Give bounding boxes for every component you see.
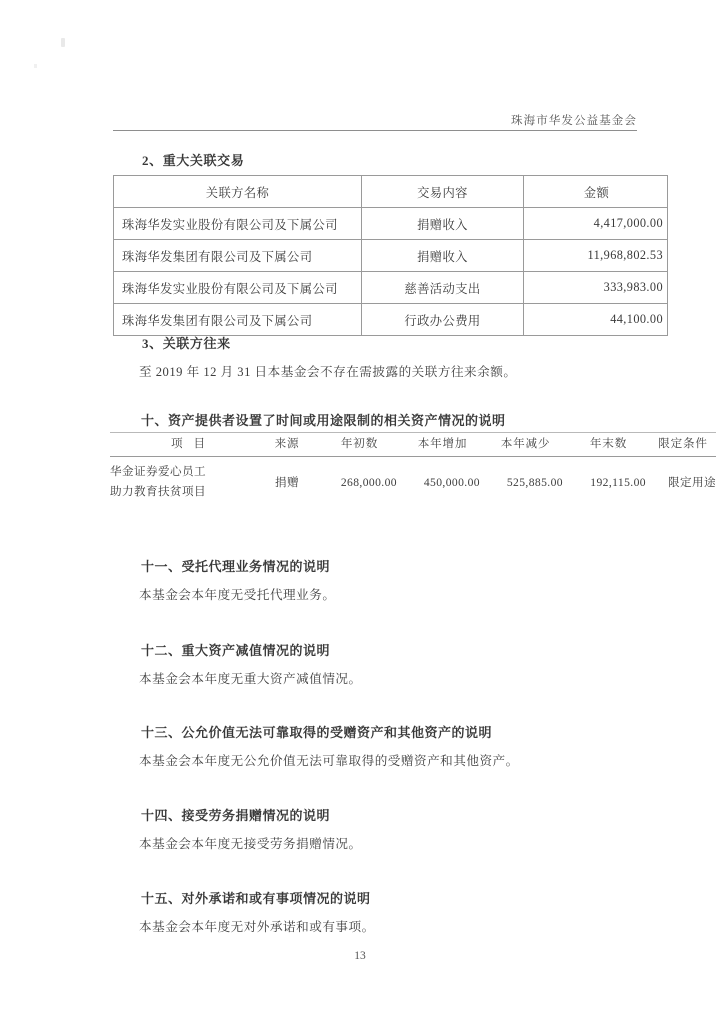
cell-amount: 44,100.00 (524, 304, 668, 336)
heading-section-ten: 十、资产提供者设置了时间或用途限制的相关资产情况的说明 (141, 413, 506, 428)
cell-party-name: 珠海华发实业股份有限公司及下属公司 (114, 272, 362, 304)
heading-section-fourteen: 十四、接受劳务捐赠情况的说明 (141, 808, 331, 823)
cell-end-balance: 192,115.00 (590, 475, 646, 489)
column-header-condition: 限定条件 (650, 433, 716, 457)
table-row (110, 457, 716, 508)
page-number: 13 (354, 950, 366, 962)
heading-section-twelve: 十二、重大资产减值情况的说明 (141, 643, 331, 658)
table-row (114, 272, 668, 304)
heading-section-thirteen: 十三、公允价值无法可靠取得的受赠资产和其他资产的说明 (141, 725, 493, 740)
column-header-item: 项 目 (110, 433, 256, 457)
cell-party-name: 珠海华发实业股份有限公司及下属公司 (114, 208, 362, 240)
scan-artifact-speck-secondary (34, 64, 37, 68)
running-header-rule (113, 130, 637, 131)
body-section-fifteen: 本基金会本年度无对外承诺和或有事项。 (139, 920, 375, 934)
cell-transaction-type: 捐赠收入 (362, 240, 524, 272)
restricted-assets-table (110, 432, 716, 508)
table-header-row (114, 176, 668, 208)
table-row (114, 304, 668, 336)
cell-transaction-type: 慈善活动支出 (362, 272, 524, 304)
cell-item-line-1: 华金证券爱心员工 (110, 465, 206, 478)
column-header-begin-balance: 年初数 (318, 433, 401, 457)
running-header: 珠海市华发公益基金会 (511, 115, 637, 127)
column-header-amount: 金额 (524, 176, 668, 208)
body-related-party-balances: 至 2019 年 12 月 31 日本基金会不存在需披露的关联方往来余额。 (139, 365, 517, 379)
body-section-twelve: 本基金会本年度无重大资产减值情况。 (139, 672, 362, 686)
cell-item-line-2: 助力教育扶贫项目 (110, 485, 206, 499)
heading-section-eleven: 十一、受托代理业务情况的说明 (141, 559, 331, 574)
cell-begin-balance: 268,000.00 (340, 475, 397, 489)
heading-related-party-transactions: 2、重大关联交易 (142, 153, 245, 168)
cell-amount: 4,417,000.00 (524, 208, 668, 240)
cell-condition: 限定用途 (668, 476, 716, 490)
heading-related-party-balances: 3、关联方往来 (142, 336, 231, 351)
cell-amount: 11,968,802.53 (524, 240, 668, 272)
column-header-increase: 本年增加 (401, 433, 484, 457)
body-section-fourteen: 本基金会本年度无接受劳务捐赠情况。 (139, 837, 362, 851)
cell-item (110, 457, 256, 508)
column-header-end-balance: 年末数 (567, 433, 650, 457)
column-header-source: 来源 (256, 433, 318, 457)
cell-transaction-type: 捐赠收入 (362, 208, 524, 240)
scan-artifact-speck (61, 38, 65, 47)
cell-source: 捐赠 (275, 476, 299, 490)
cell-party-name: 珠海华发集团有限公司及下属公司 (114, 304, 362, 336)
cell-party-name: 珠海华发集团有限公司及下属公司 (114, 240, 362, 272)
cell-transaction-type: 行政办公费用 (362, 304, 524, 336)
cell-increase: 450,000.00 (423, 475, 480, 489)
body-section-thirteen: 本基金会本年度无公允价值无法可靠取得的受赠资产和其他资产。 (139, 754, 519, 768)
table-row (114, 240, 668, 272)
heading-section-fifteen: 十五、对外承诺和或有事项情况的说明 (141, 891, 371, 906)
table-row (114, 208, 668, 240)
column-header-party-name: 关联方名称 (114, 176, 362, 208)
cell-decrease: 525,885.00 (506, 475, 563, 489)
body-section-eleven: 本基金会本年度无受托代理业务。 (139, 588, 336, 602)
column-header-decrease: 本年减少 (484, 433, 567, 457)
cell-amount: 333,983.00 (524, 272, 668, 304)
table-header-row (110, 433, 716, 457)
related-party-transactions-table (113, 175, 668, 336)
column-header-transaction-type: 交易内容 (362, 176, 524, 208)
